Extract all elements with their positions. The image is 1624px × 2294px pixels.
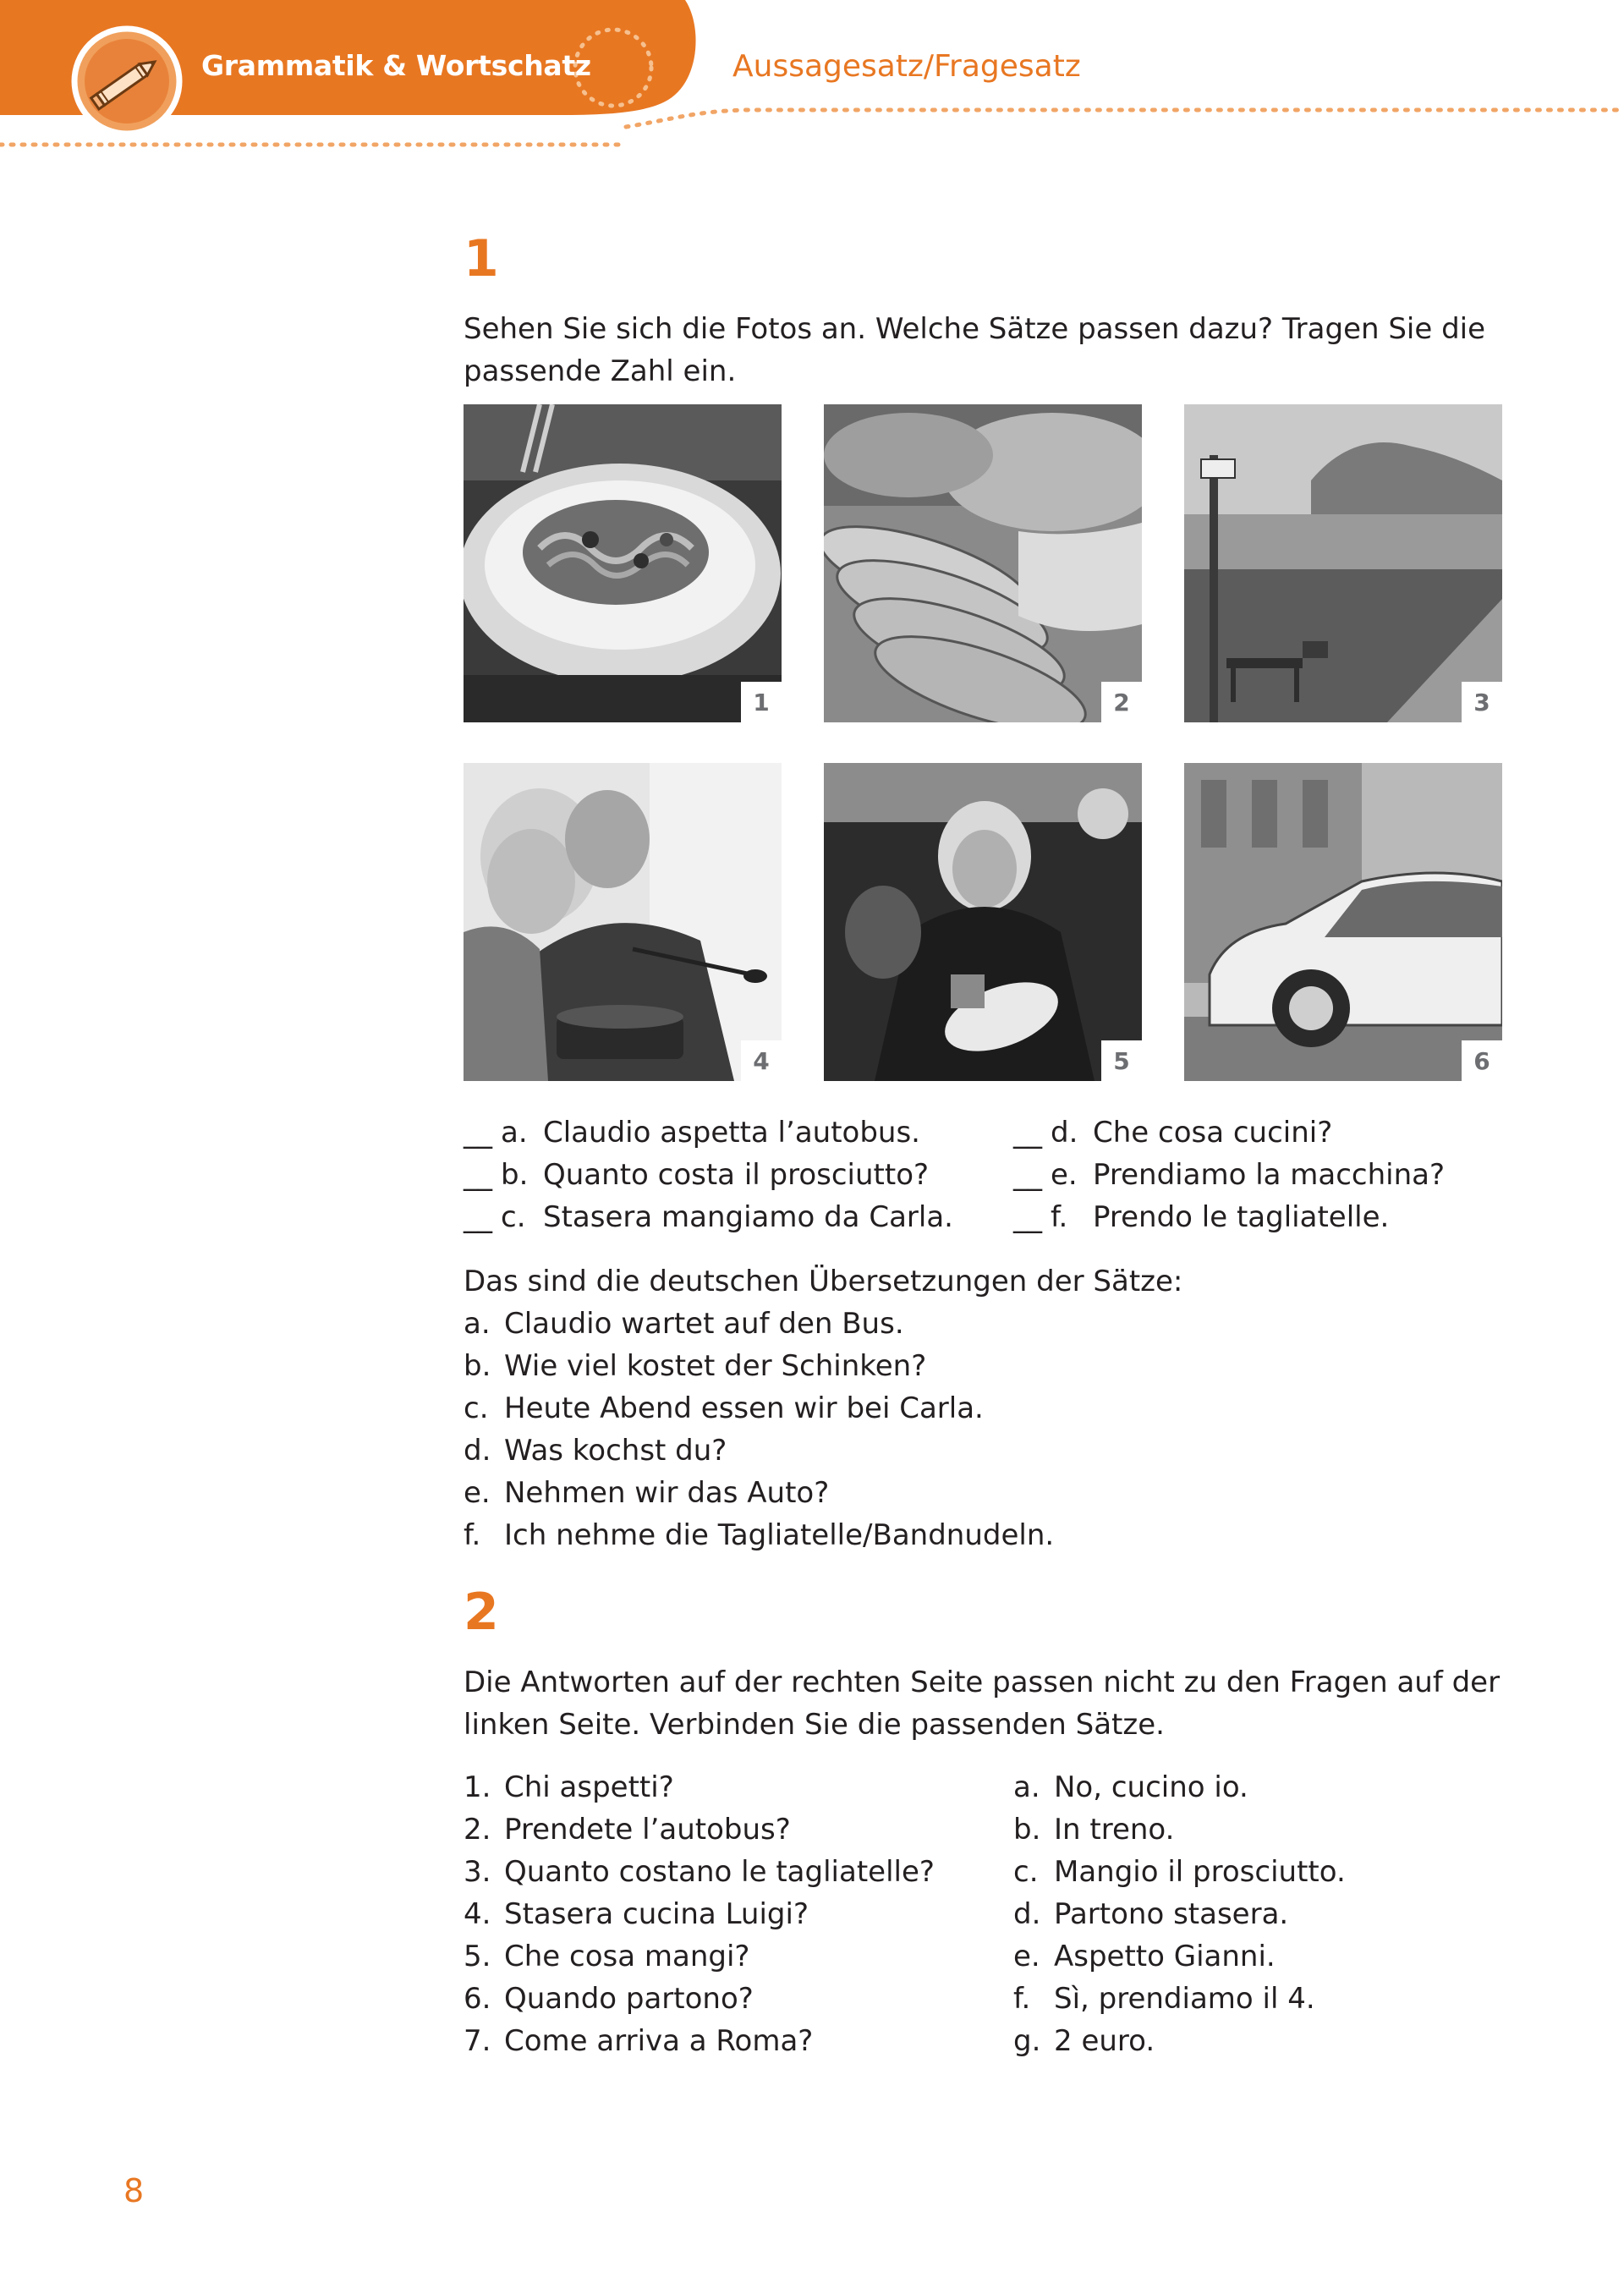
item-letter: f. bbox=[464, 1518, 481, 1552]
list-item bbox=[1013, 1196, 1445, 1238]
list-item bbox=[464, 1154, 953, 1196]
exercise-number: 2 bbox=[464, 1583, 499, 1642]
list-item[interactable] bbox=[1013, 1808, 1346, 1851]
photo-bus-stop bbox=[1184, 404, 1502, 722]
photo-number: 1 bbox=[741, 682, 782, 722]
list-item[interactable] bbox=[1013, 1978, 1346, 2020]
pencil-icon bbox=[68, 22, 186, 140]
list-item[interactable] bbox=[464, 1893, 935, 1935]
list-item[interactable] bbox=[1013, 1766, 1346, 1808]
exercise-instruction bbox=[464, 1661, 1512, 1746]
item-letter: a. bbox=[464, 1307, 491, 1341]
list-item bbox=[464, 1303, 1054, 1345]
bus-stop-image bbox=[1184, 404, 1502, 722]
item-letter: d. bbox=[1051, 1116, 1078, 1150]
item-number: 6. bbox=[464, 1982, 491, 2016]
item-text: 2 euro. bbox=[1054, 2024, 1155, 2058]
list-item[interactable] bbox=[464, 1978, 935, 2020]
item-letter: b. bbox=[1013, 1813, 1041, 1847]
item-text: Claudio wartet auf den Bus. bbox=[504, 1307, 904, 1341]
list-item[interactable] bbox=[464, 1851, 935, 1893]
item-text: Heute Abend essen wir bei Carla. bbox=[504, 1391, 984, 1425]
couple-cooking-image bbox=[464, 763, 782, 1081]
item-text: Sì, prendiamo il 4. bbox=[1054, 1982, 1315, 2016]
item-text: Mangio il prosciutto. bbox=[1054, 1855, 1346, 1889]
list-item[interactable] bbox=[1013, 1935, 1346, 1978]
photo-pasta-plate bbox=[464, 404, 782, 722]
item-number: 2. bbox=[464, 1813, 491, 1847]
item-text: Nehmen wir das Auto? bbox=[504, 1476, 830, 1510]
instruction-line: Sehen Sie sich die Fotos an. Welche Sätze passen dazu? Tragen Sie die bbox=[464, 312, 1486, 346]
item-text: Che cosa cucini? bbox=[1093, 1116, 1333, 1150]
item-letter: f. bbox=[1051, 1200, 1068, 1234]
question-list bbox=[464, 1766, 935, 2062]
section-title: Grammatik & Wortschatz bbox=[201, 49, 591, 82]
item-number: 1. bbox=[464, 1770, 491, 1804]
item-letter: e. bbox=[1013, 1940, 1040, 1973]
list-item bbox=[464, 1430, 1054, 1472]
item-text: Ich nehme die Tagliatelle/Bandnudeln. bbox=[504, 1518, 1055, 1552]
list-item bbox=[464, 1196, 953, 1238]
photo-number: 2 bbox=[1101, 682, 1142, 722]
exercise-number: 1 bbox=[464, 229, 499, 288]
item-letter: c. bbox=[1013, 1855, 1039, 1889]
translation-list bbox=[464, 1303, 1054, 1556]
answer-blank[interactable]: __ bbox=[1013, 1200, 1042, 1234]
instruction-line: linken Seite. Verbinden Sie die passenden Sätze. bbox=[464, 1708, 1165, 1742]
list-item bbox=[464, 1111, 953, 1154]
answer-blank[interactable]: __ bbox=[464, 1200, 492, 1234]
item-letter: e. bbox=[1051, 1158, 1078, 1192]
item-number: 3. bbox=[464, 1855, 491, 1889]
item-number: 7. bbox=[464, 2024, 491, 2058]
item-text: In treno. bbox=[1054, 1813, 1175, 1847]
exercise-instruction bbox=[464, 308, 1512, 392]
item-letter: c. bbox=[464, 1391, 489, 1425]
list-item[interactable] bbox=[464, 1935, 935, 1978]
list-item[interactable] bbox=[1013, 1893, 1346, 1935]
list-item bbox=[464, 1345, 1054, 1387]
list-item[interactable] bbox=[1013, 2020, 1346, 2062]
item-text: Quanto costano le tagliatelle? bbox=[504, 1855, 935, 1889]
list-item bbox=[464, 1514, 1054, 1556]
list-item[interactable] bbox=[464, 2020, 935, 2062]
car-image bbox=[1184, 763, 1502, 1081]
page-header bbox=[0, 0, 1624, 161]
sentence-list-left bbox=[464, 1111, 953, 1238]
list-item bbox=[464, 1387, 1054, 1430]
item-text: Aspetto Gianni. bbox=[1054, 1940, 1276, 1973]
list-item[interactable] bbox=[1013, 1851, 1346, 1893]
topic-title: Aussagesatz/Fragesatz bbox=[732, 49, 1081, 84]
instruction-line: Die Antworten auf der rechten Seite passen nicht zu den Fragen auf der bbox=[464, 1666, 1501, 1699]
list-item[interactable] bbox=[464, 1766, 935, 1808]
item-letter: b. bbox=[464, 1349, 491, 1383]
answer-blank[interactable]: __ bbox=[1013, 1116, 1042, 1150]
item-text: Prendiamo la macchina? bbox=[1093, 1158, 1446, 1192]
item-text: Claudio aspetta l’autobus. bbox=[543, 1116, 920, 1150]
item-text: Quanto costa il prosciutto? bbox=[543, 1158, 930, 1192]
photo-number: 3 bbox=[1462, 682, 1502, 722]
item-text: Come arriva a Roma? bbox=[504, 2024, 814, 2058]
instruction-line: passende Zahl ein. bbox=[464, 354, 737, 388]
list-item bbox=[464, 1472, 1054, 1514]
photo-number: 5 bbox=[1101, 1040, 1142, 1081]
item-text: No, cucino io. bbox=[1054, 1770, 1248, 1804]
answer-list bbox=[1013, 1766, 1346, 2062]
sentence-list-right bbox=[1013, 1111, 1445, 1238]
item-number: 4. bbox=[464, 1897, 491, 1931]
answer-blank[interactable]: __ bbox=[464, 1116, 492, 1150]
item-text: Chi aspetti? bbox=[504, 1770, 674, 1804]
item-letter: d. bbox=[1013, 1897, 1041, 1931]
intro-text: Das sind die deutschen Übersetzungen der Sätze: bbox=[464, 1265, 1183, 1298]
photo-grid bbox=[464, 404, 1502, 1081]
item-letter: d. bbox=[464, 1434, 491, 1468]
item-text: Prendo le tagliatelle. bbox=[1093, 1200, 1390, 1234]
answer-blank[interactable]: __ bbox=[464, 1158, 492, 1192]
list-item bbox=[1013, 1154, 1445, 1196]
item-letter: g. bbox=[1013, 2024, 1041, 2058]
photo-number: 4 bbox=[741, 1040, 782, 1081]
item-text: Was kochst du? bbox=[504, 1434, 727, 1468]
item-number: 5. bbox=[464, 1940, 491, 1973]
item-text: Prendete l’autobus? bbox=[504, 1813, 791, 1847]
item-text: Stasera cucina Luigi? bbox=[504, 1897, 809, 1931]
item-letter: b. bbox=[501, 1158, 529, 1192]
page-number: 8 bbox=[123, 2172, 145, 2209]
item-letter: c. bbox=[501, 1200, 526, 1234]
list-item[interactable] bbox=[464, 1808, 935, 1851]
item-letter: a. bbox=[1013, 1770, 1040, 1804]
answer-blank[interactable]: __ bbox=[1013, 1158, 1042, 1192]
photo-number: 6 bbox=[1462, 1040, 1502, 1081]
list-item bbox=[1013, 1111, 1445, 1154]
item-letter: e. bbox=[464, 1476, 491, 1510]
item-text: Stasera mangiamo da Carla. bbox=[543, 1200, 953, 1234]
restaurant-dinner-image bbox=[824, 763, 1142, 1081]
item-text: Quando partono? bbox=[504, 1982, 754, 2016]
photo-sliced-ham bbox=[824, 404, 1142, 722]
photo-couple-cooking bbox=[464, 763, 782, 1081]
item-letter: a. bbox=[501, 1116, 528, 1150]
item-text: Wie viel kostet der Schinken? bbox=[504, 1349, 927, 1383]
sliced-ham-image bbox=[824, 404, 1142, 722]
photo-car bbox=[1184, 763, 1502, 1081]
pasta-plate-image bbox=[464, 404, 782, 722]
translations-intro bbox=[464, 1260, 1512, 1303]
photo-restaurant-dinner bbox=[824, 763, 1142, 1081]
item-text: Che cosa mangi? bbox=[504, 1940, 750, 1973]
item-letter: f. bbox=[1013, 1982, 1031, 2016]
item-text: Partono stasera. bbox=[1054, 1897, 1289, 1931]
